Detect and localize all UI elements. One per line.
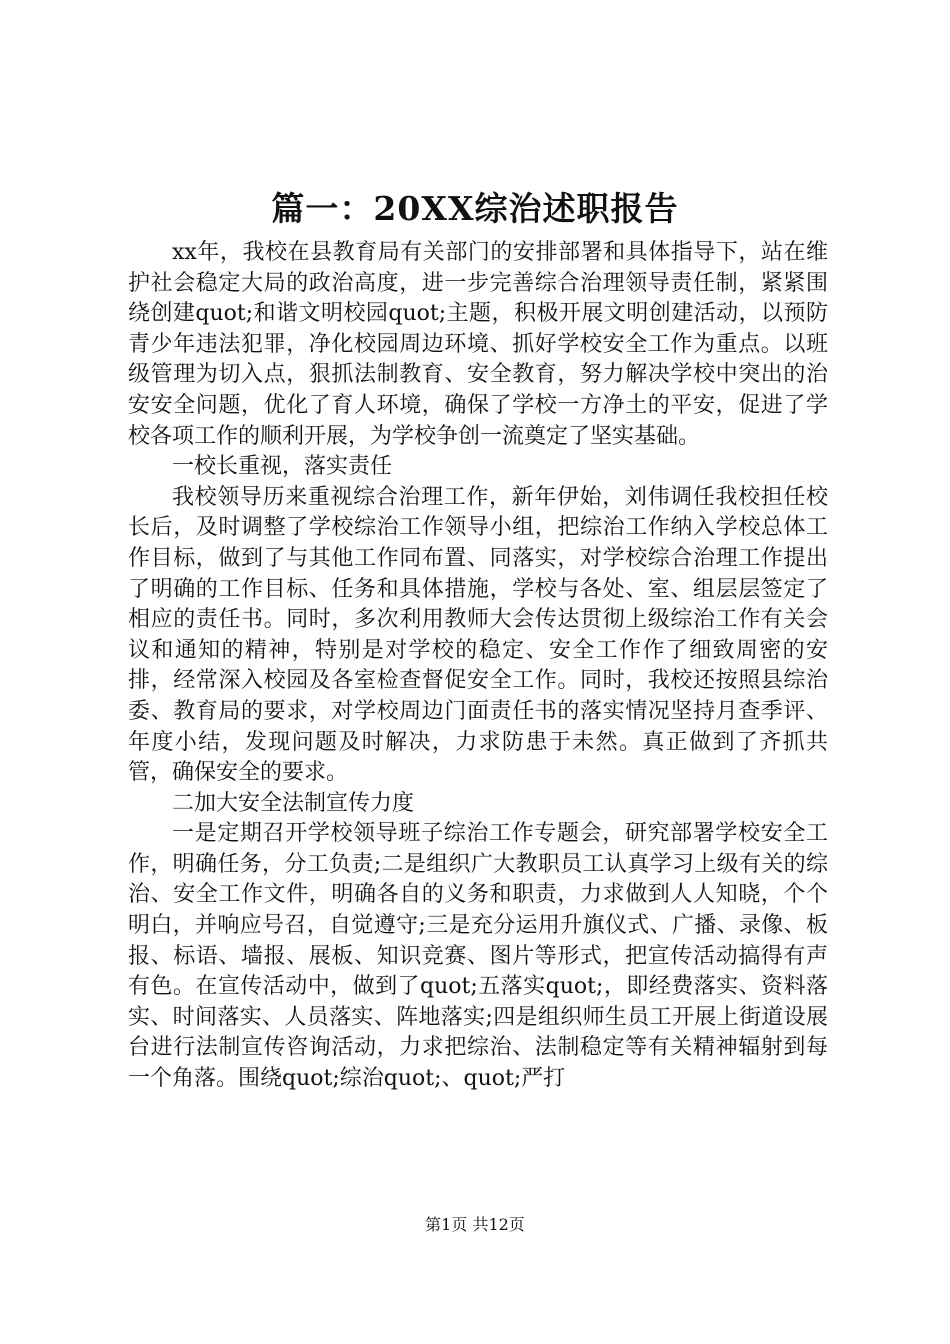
paragraph-section-2: 一是定期召开学校领导班子综治工作专题会，研究部署学校安全工作，明确任务，分工负责;二是组织广大教职员工认真学习上级有关的综治、安全工作文件，明确各自的义务和职责，力求做到人人知晓，个个明白，并响应号召，自觉遵守;三是充分运用升旗仪式、广播、录像、板报、标语、墙报、展板、知识竞赛、图片等形式，把宣传活动搞得有声有色。在宣传活动中，做到了quot;五落实quot;，即经费落实、资料落实、时间落实、人员落实、阵地落实;四是组织师生员工开展上街道设展台进行法制宣传咨询活动，力求把综治、法制稳定等有关精神辐射到每一个角落。围绕quot;综治quot;、quot;严打: [128, 821, 828, 1092]
paragraph-section-1: 我校领导历来重视综合治理工作，新年伊始，刘伟调任我校担任校长后，及时调整了学校综治工作领导小组，把综治工作纳入学校总体工作目标，做到了与其他工作同布置、同落实，对学校综合治理工作提出了明确的工作目标、任务和具体措施，学校与各处、室、组层层签定了相应的责任书。同时，多次利用教师大会传达贯彻上级综治工作有关会议和通知的精神，特别是对学校的稳定、安全工作作了细致周密的安排，经常深入校园及各室检查督促安全工作。同时，我校还按照县综治委、教育局的要求，对学校周边门面责任书的落实情况坚持月查季评、年度小结，发现问题及时解决，力求防患于未然。真正做到了齐抓共管，确保安全的要求。: [128, 484, 828, 786]
page-number-footer: 第1页 共12页: [425, 1215, 525, 1234]
section-heading-1: 一校长重视，落实责任: [172, 454, 393, 480]
document-title: 篇一：20XX综治述职报告: [271, 189, 679, 228]
section-heading-2: 二加大安全法制宣传力度: [172, 790, 415, 816]
paragraph-intro: xx年，我校在县教育局有关部门的安排部署和具体指导下，站在维护社会稳定大局的政治高度，进一步完善综合治理领导责任制，紧紧围绕创建quot;和谐文明校园quot;主题，积极开展文明创建活动，以预防青少年违法犯罪，净化校园周边环境、抓好学校安全工作为重点。以班级管理为切入点，狠抓法制教育、安全教育，努力解决学校中突出的治安安全问题，优化了育人环境，确保了学校一方净土的平安，促进了学校各项工作的顺利开展，为学校争创一流奠定了坚实基础。: [128, 240, 828, 449]
document-body: [128, 238, 828, 1095]
